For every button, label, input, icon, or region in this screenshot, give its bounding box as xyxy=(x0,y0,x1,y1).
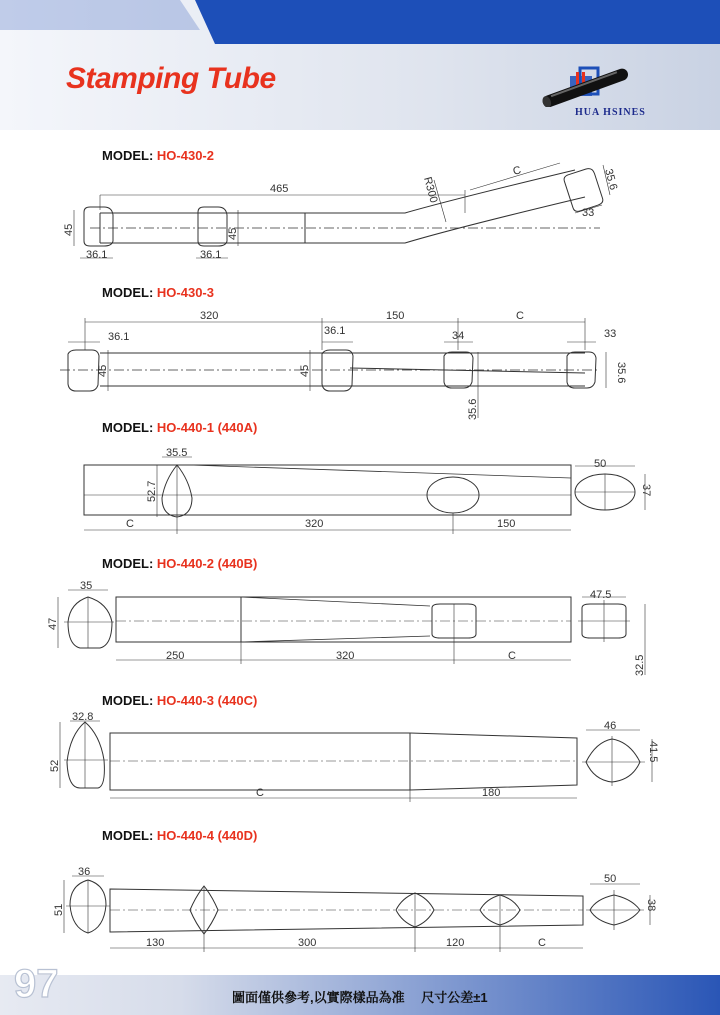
dim-seg2: 150 xyxy=(497,518,516,530)
dim-end-w: 50 xyxy=(604,873,617,885)
model-code: HO-440-1 (440A) xyxy=(156,420,258,435)
drawing-ho-430-2 xyxy=(74,163,610,258)
dim-w: 32.8 xyxy=(72,711,94,723)
dim-h: 47 xyxy=(47,617,59,630)
page-number: 97 xyxy=(14,962,59,1006)
dim-seg1: 320 xyxy=(200,310,219,322)
dim-w3: 34 xyxy=(452,330,465,342)
dim-seg2: 300 xyxy=(298,937,317,949)
dim-end-h: 37 xyxy=(640,484,652,497)
dim-c: C xyxy=(516,310,524,322)
dim-radius: R300 xyxy=(421,175,440,205)
brand-name: HUA HSINES xyxy=(575,107,646,118)
dim-seg2: 150 xyxy=(386,310,405,322)
dim-c: C xyxy=(126,518,134,530)
dim-height: 45 xyxy=(63,223,75,236)
dim-end-h: 35.6 xyxy=(615,362,627,384)
dim-c: C xyxy=(538,937,546,949)
dim-end-h: 32.5 xyxy=(634,654,646,676)
model-label: MODEL: xyxy=(102,556,154,571)
dim-end-w: 50 xyxy=(594,458,607,470)
dim-h1: 45 xyxy=(97,364,109,377)
model-code: HO-440-3 (440C) xyxy=(156,693,258,708)
dim-end-w: 46 xyxy=(604,720,617,732)
page-title: Stamping Tube xyxy=(66,62,276,95)
model-label: MODEL: xyxy=(102,693,154,708)
drawing-ho-440-1 xyxy=(84,457,645,534)
model-code: HO-430-2 xyxy=(156,148,214,163)
dim-seg1: 320 xyxy=(305,518,324,530)
dim-c: C xyxy=(256,787,264,799)
dim-width1: 36.1 xyxy=(86,249,108,261)
dim-c: C xyxy=(511,164,523,178)
dim-h: 52.7 xyxy=(146,480,158,502)
dim-h3: 35.6 xyxy=(467,398,479,420)
dim-w: 36 xyxy=(78,866,91,878)
dim-end-h: 41.5 xyxy=(647,741,659,763)
dim-end-h: 35.6 xyxy=(602,167,620,192)
drawing-ho-440-3 xyxy=(60,721,652,802)
dim-seg2: 180 xyxy=(482,787,501,799)
dim-end-w: 47.5 xyxy=(590,589,612,601)
dim-h: 52 xyxy=(49,759,61,772)
dim-length: 465 xyxy=(270,183,289,195)
model-label: MODEL: xyxy=(102,148,154,163)
dim-seg1: 130 xyxy=(146,937,165,949)
dim-width2: 36.1 xyxy=(200,249,222,261)
dim-h2: 45 xyxy=(299,364,311,377)
dim-w: 35 xyxy=(80,580,93,592)
dim-end-h: 38 xyxy=(645,899,657,912)
dim-c: C xyxy=(508,650,516,662)
dim-w2: 36.1 xyxy=(324,325,346,337)
dim-seg2: 320 xyxy=(336,650,355,662)
dim-end-w: 33 xyxy=(604,328,617,340)
model-label: MODEL: xyxy=(102,285,154,300)
model-code: HO-440-4 (440D) xyxy=(156,828,258,843)
dim-h: 51 xyxy=(53,903,65,916)
model-code: HO-440-2 (440B) xyxy=(156,556,258,571)
dim-seg1: 250 xyxy=(166,650,185,662)
dim-w1: 36.1 xyxy=(108,331,130,343)
dim-seg3: 120 xyxy=(446,937,465,949)
dim-end-w: 33 xyxy=(582,207,595,219)
model-label: MODEL: xyxy=(102,420,154,435)
model-label: MODEL: xyxy=(102,828,154,843)
dim-w: 35.5 xyxy=(166,447,188,459)
drawing-ho-440-2 xyxy=(58,590,645,675)
model-code: HO-430-3 xyxy=(156,285,214,300)
dim-height2: 45 xyxy=(227,227,239,240)
footer-note: 圖面僅供參考,以實際樣品為准 尺寸公差±1 xyxy=(232,990,488,1005)
